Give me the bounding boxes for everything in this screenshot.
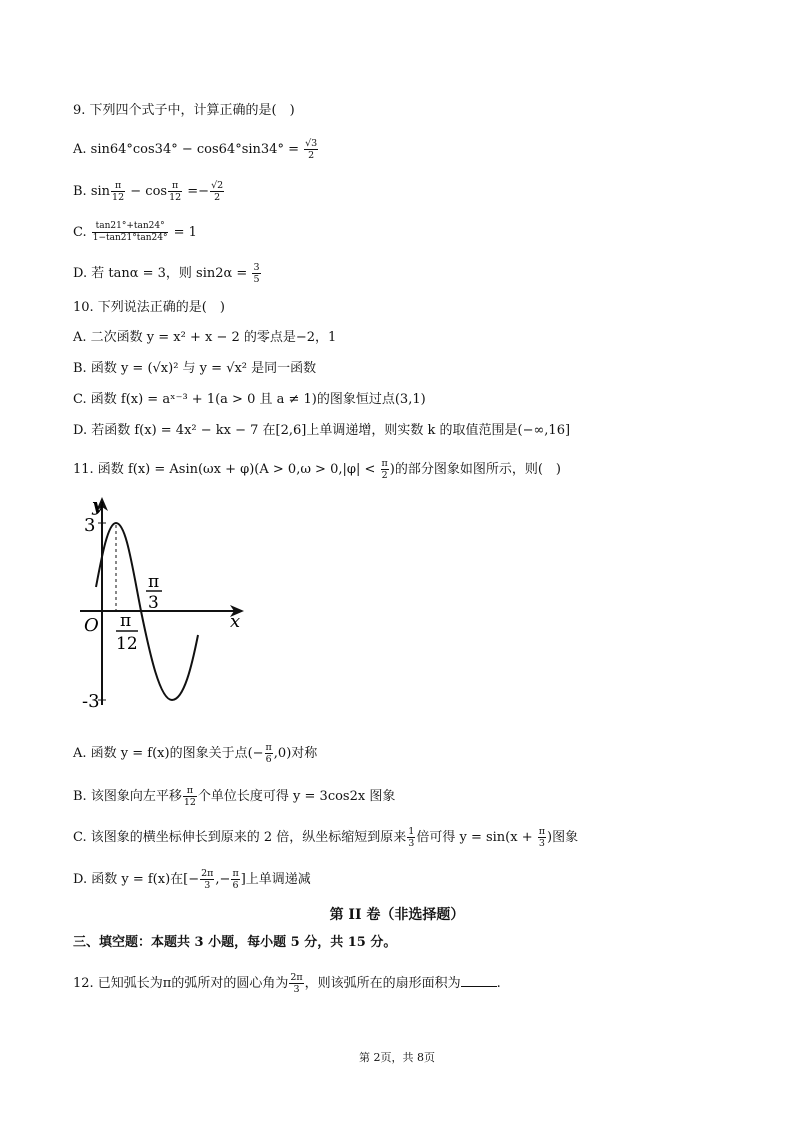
q11-d-text-2: ,−	[215, 872, 231, 887]
origin-label: O	[84, 615, 99, 636]
tick-pi-12-num: π	[120, 611, 132, 631]
q11-c-fraction-1: $\frac{1}{3}$	[408, 826, 415, 849]
q9-a-fraction: $\frac{√3}{2}$	[305, 138, 318, 161]
q12-stem	[73, 972, 501, 995]
q9-a-text: A. sin64°cos34° − cos64°sin34° =	[73, 142, 304, 157]
section-title: 第 II 卷（非选择题）	[329, 907, 465, 923]
q11-stem-text-2: )的部分图象如图所示，则( )	[389, 462, 561, 477]
page-footer: 第 2页，共 8页	[359, 1051, 435, 1064]
q11-d-text-1: D. 函数 y = f(x)在[−	[73, 872, 200, 887]
tick-pi-3-den: 3	[148, 593, 159, 613]
q11-d-text-3: ]上单调递减	[240, 872, 311, 887]
q11-b-text-1: B. 该图象向左平移	[73, 789, 182, 804]
y-axis-label: y	[92, 495, 103, 516]
tick-pi-12-den: 12	[116, 634, 138, 654]
q12-text-2: ，则该弧所在的扇形面积为	[304, 976, 461, 991]
q9-b-text-3: =−	[183, 184, 210, 199]
q9-c-suffix: = 1	[169, 225, 197, 240]
q11-sine-graph	[80, 495, 250, 715]
q9-b-fraction-1: $\frac{\pi}{12}$	[112, 180, 125, 203]
q12-text-end: .	[496, 976, 501, 991]
q9-option-c	[73, 221, 197, 244]
q11-option-a	[73, 742, 317, 765]
q11-a-text-1: A. 函数 y = f(x)的图象关于点(−	[73, 746, 264, 761]
q11-a-text-2: ,0)对称	[273, 746, 318, 761]
part3-heading: 三、填空题：本题共 3 小题，每小题 5 分，共 15 分。	[73, 935, 397, 950]
x-axis-label: x	[230, 611, 241, 632]
q12-fraction: $\frac{2\pi}{3}$	[290, 972, 303, 995]
q9-c-text: C.	[73, 225, 91, 240]
q11-option-b	[73, 785, 395, 808]
q11-option-c	[73, 826, 578, 849]
q11-stem	[73, 458, 561, 481]
q10-option-b: B. 函数 y = (√x)² 与 y = √x² 是同一函数	[73, 361, 317, 376]
q11-c-text-3: )图象	[547, 830, 579, 845]
q9-option-a	[73, 138, 319, 161]
y-min-label: -3	[82, 691, 100, 712]
q12-text-1: 12. 已知弧长为π的弧所对的圆心角为	[73, 976, 289, 991]
q12-answer-blank[interactable]	[461, 974, 497, 987]
q9-d-text: D. 若 tanα = 3，则 sin2α =	[73, 266, 252, 281]
q9-b-fraction-3: $\frac{√2}{2}$	[211, 180, 224, 203]
q9-option-d	[73, 262, 262, 285]
q11-b-text-2: 个单位长度可得 y = 3cos2x 图象	[197, 789, 396, 804]
q10-option-c: C. 函数 f(x) = aˣ⁻³ + 1(a > 0 且 a ≠ 1)的图象恒过点(3,1)	[73, 392, 426, 407]
q11-c-text-1: C. 该图象的横坐标伸长到原来的 2 倍，纵坐标缩短到原来	[73, 830, 407, 845]
q11-stem-fraction: $\frac{\pi}{2}$	[381, 458, 388, 481]
q11-b-fraction: $\frac{\pi}{12}$	[183, 785, 196, 808]
y-max-label: 3	[84, 515, 96, 536]
q9-option-b	[73, 180, 225, 203]
q11-d-fraction-2: $\frac{\pi}{6}$	[232, 868, 239, 891]
q11-option-d	[73, 868, 311, 891]
q10-option-d: D. 若函数 f(x) = 4x² − kx − 7 在[2,6]上单调递增，则实数 k 的取值范围是(−∞,16]	[73, 423, 571, 438]
q9-b-fraction-2: $\frac{\pi}{12}$	[169, 180, 182, 203]
q9-b-text-1: B. sin	[73, 184, 111, 199]
q11-d-fraction-1: $\frac{2\pi}{3}$	[201, 868, 214, 891]
q10-option-a: A. 二次函数 y = x² + x − 2 的零点是−2，1	[73, 330, 337, 345]
q11-c-text-2: 倍可得 y = sin(x +	[416, 830, 537, 845]
q9-stem: 9. 下列四个式子中，计算正确的是( )	[73, 103, 295, 118]
q9-b-text-2: − cos	[126, 184, 168, 199]
q10-stem: 10. 下列说法正确的是( )	[73, 300, 225, 315]
q11-stem-text-1: 11. 函数 f(x) = Asin(ωx + φ)(A > 0,ω > 0,|φ| <	[73, 462, 380, 477]
q11-c-fraction-2: $\frac{\pi}{3}$	[538, 826, 545, 849]
q9-d-fraction: $\frac{3}{5}$	[253, 262, 260, 285]
tick-pi-3-num: π	[148, 572, 160, 592]
q9-c-fraction: $\frac{\tan 21^\circ+\tan 24^\circ}{1-\tan 21^\circ\tan 24^\circ}$	[92, 221, 168, 243]
q11-a-fraction: $\frac{\pi}{6}$	[265, 742, 272, 765]
